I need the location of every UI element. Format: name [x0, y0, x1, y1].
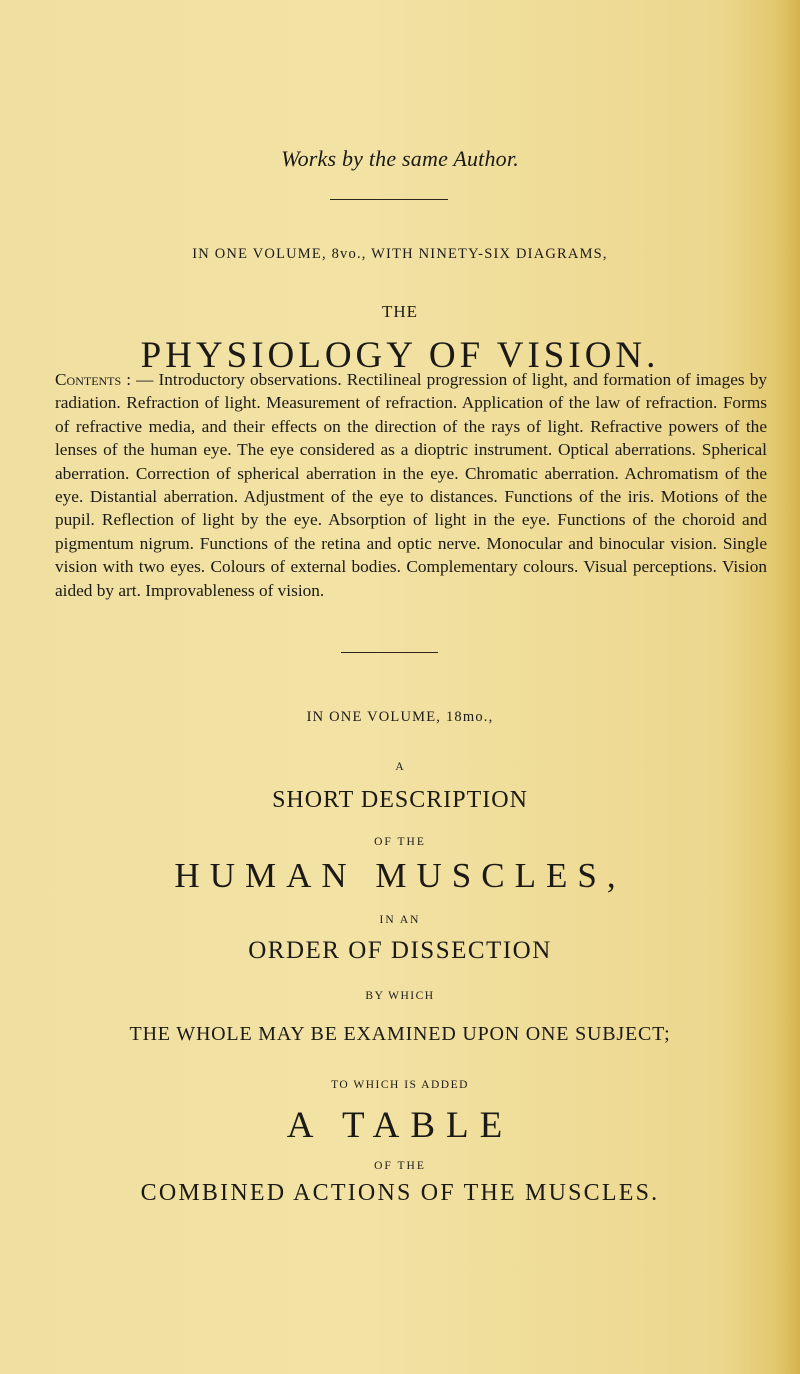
book2-connector-of-the-2: OF THE — [374, 1160, 426, 1172]
book2-title-line4: THE WHOLE MAY BE EXAMINED UPON ONE SUBJECT; — [129, 1023, 671, 1045]
book1-article: THE — [381, 302, 419, 321]
book1-volume-line: IN ONE VOLUME, 8vo., WITH NINETY-SIX DIAGRAMS, — [192, 246, 608, 262]
book1-contents-paragraph — [55, 368, 767, 602]
book2-title-line1: SHORT DESCRIPTION — [272, 787, 528, 813]
book2-connector-in-an: IN AN — [379, 914, 421, 926]
contents-text: — Introductory observations. Rectilineal progression of light, and formation of images by radiation. Refraction of light. Measurement of refraction. Application of the law of refraction. Forms of refractive media, and their effects on the direction of the rays of light. Refractive powers of the lenses of the human eye. The eye considered as a dioptric instrument. Optical aberrations. Spherical aberration. Correction of spherical aberration in the eye. Chromatic aberration. Achromatism of the eye. Distantial aberration. Adjustment of the eye to distances. Functions of the iris. Motions of the pupil. Reflection of light by the eye. Absorption of light in the eye. Functions of the choroid and pigmentum nigrum. Functions of the retina and optic nerve. Monocular and binocular vision. Single vision with two eyes. Colours of external bodies. Complementary colours. Visual perceptions. Vision aided by art. Improvableness of vision. — [55, 370, 767, 600]
book2-connector-to-which: TO WHICH IS ADDED — [331, 1079, 469, 1091]
book2-connector-of-the: OF THE — [374, 836, 426, 848]
book2-title-line6: COMBINED ACTIONS OF THE MUSCLES. — [140, 1180, 660, 1206]
book1-title: PHYSIOLOGY OF VISION. — [140, 335, 660, 376]
book2-volume-line: IN ONE VOLUME, 18mo., — [306, 709, 494, 725]
book2-title-line2: HUMAN MUSCLES, — [174, 856, 626, 895]
book2-title-line5: A TABLE — [286, 1105, 514, 1146]
book2-connector-by-which: BY WHICH — [365, 990, 435, 1002]
divider-rule — [341, 652, 438, 653]
contents-label: Contents : — [55, 370, 132, 389]
header-works-by-author: Works by the same Author. — [281, 146, 519, 171]
book2-article: A — [395, 761, 405, 773]
book2-title-line3: ORDER OF DISSECTION — [248, 937, 552, 964]
divider-rule — [330, 199, 448, 200]
